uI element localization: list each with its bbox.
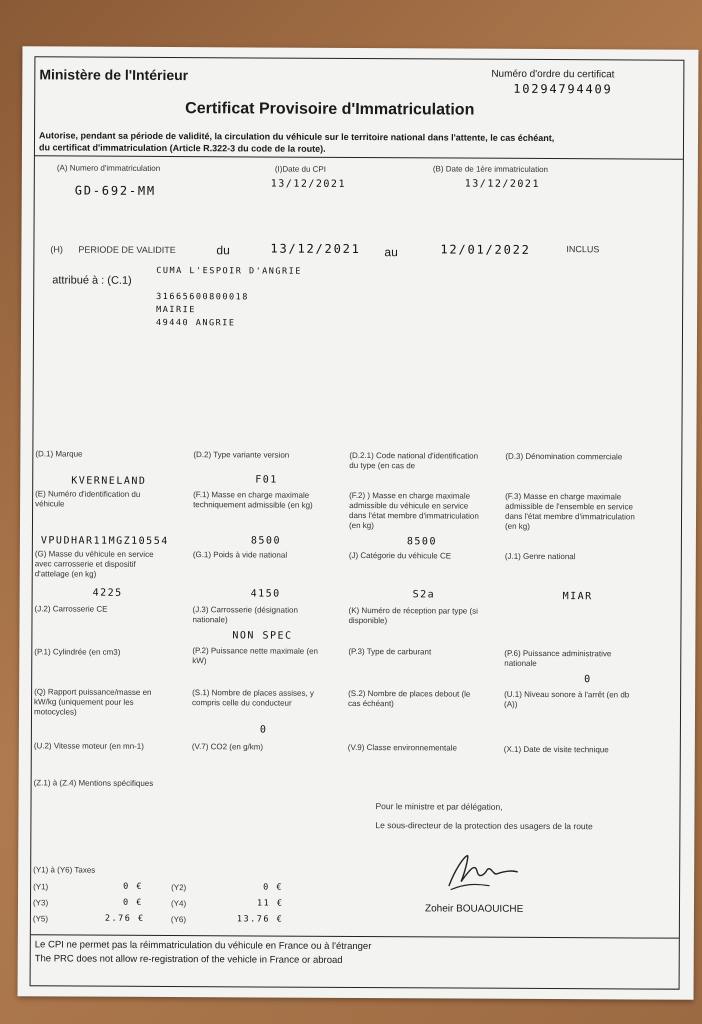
- taxes-title: (Y1) à (Y6) Taxes: [33, 865, 96, 875]
- s1-label-2: compris celle du conducteur: [192, 698, 292, 708]
- g-label-2: avec carrosserie et dispositif: [34, 559, 136, 569]
- d2-label: (D.2) Type variante version: [193, 450, 290, 460]
- d21-label-1: (D.2.1) Code national d'identification: [349, 450, 479, 461]
- intro-line-1: Autorise, pendant sa période de validité, la circulation du véhicule sur le territoire national dans l'attente, le cas échéant,: [38, 130, 555, 144]
- u1-label-2: (A)): [504, 699, 518, 709]
- j1-label: (J.1) Genre national: [504, 551, 576, 562]
- tax-y5-value: 2.76 €: [104, 913, 145, 924]
- p6-label-2: nationale: [504, 658, 537, 668]
- j3-value: NON SPEC: [232, 630, 293, 642]
- footer-line-2: The PRC does not allow re-registration of the vehicle in France or abroad: [34, 953, 343, 966]
- g-label-3: d'attelage (en kg): [34, 569, 97, 579]
- tax-y2-value: 0 €: [263, 882, 283, 893]
- validity-period-label: PERIODE DE VALIDITE: [78, 244, 176, 256]
- g-label-1: (G) Masse du véhicule en service: [34, 549, 154, 559]
- x1-label: (X.1) Date de visite technique: [503, 744, 609, 755]
- signature-line-1: Pour le ministre et par délégation,: [375, 801, 503, 812]
- signature-line-2: Le sous-directeur de la protection des usagers de la route: [375, 820, 593, 832]
- f3-label-2: admissible de l'ensemble en service: [505, 501, 633, 512]
- f2-label-2: admissible du véhicule en service: [349, 500, 469, 511]
- s1-label-1: (S.1) Nombre de places assises, y: [192, 688, 314, 698]
- tax-y5-label: (Y5): [32, 914, 49, 924]
- v9-label: (V.9) Classe environnementale: [347, 742, 457, 753]
- p6-label-1: (P.6) Puissance administrative: [504, 648, 612, 659]
- j3-label-1: (J.3) Carrosserie (désignation: [192, 605, 298, 615]
- validity-from-date: 13/12/2021: [270, 241, 361, 257]
- p2-label-2: kW): [192, 656, 207, 666]
- p1-label: (P.1) Cylindrée (en cm3): [34, 647, 121, 657]
- f2-label-4: (en kg): [348, 520, 374, 531]
- order-number: 10294794409: [513, 81, 613, 97]
- d3-label: (D.3) Dénomination commerciale: [505, 451, 623, 462]
- tax-y1-label: (Y1): [33, 882, 49, 892]
- q-label-2: kW/kg (uniquement pour les: [34, 697, 134, 707]
- d1-value: KVERNELAND: [71, 475, 147, 487]
- registration-number-label: (A) Numero d'immatriculation: [56, 163, 161, 173]
- k-label-2: disponible): [348, 615, 388, 626]
- f3-label-3: dans l'état membre d'immatriculation: [505, 511, 635, 522]
- tax-y3-label: (Y3): [32, 898, 49, 908]
- f3-label-4: (en kg): [504, 521, 530, 531]
- order-number-label: Numéro d'ordre du certificat: [491, 68, 615, 81]
- q-label-3: motocycles): [33, 707, 77, 717]
- cpi-date: 13/12/2021: [270, 178, 347, 190]
- holder-address-1: MAIRIE: [156, 304, 196, 316]
- p3-label: (P.3) Type de carburant: [348, 646, 432, 657]
- first-registration-label: (B) Date de 1ère immatriculation: [432, 164, 549, 174]
- holder-siret: 31665600800018: [156, 291, 249, 303]
- handwritten-signature: [441, 849, 521, 894]
- tax-y1-value: 0 €: [123, 881, 143, 892]
- tax-y4-value: 11 €: [256, 898, 284, 909]
- d21-label-2: du type (en cas de: [349, 460, 416, 471]
- e-value-vin: VPUDHAR11MGZ10554: [40, 535, 169, 548]
- d2-value: F01: [255, 474, 278, 486]
- tax-y3-value: 0 €: [122, 897, 143, 908]
- validity-to-date: 12/01/2022: [440, 242, 531, 257]
- z-label: (Z.1) à (Z.4) Mentions spécifiques: [33, 778, 154, 788]
- f2-value: 8500: [406, 536, 438, 548]
- g1-value: 4150: [250, 588, 281, 600]
- s2-label-2: cas échéant): [348, 698, 394, 709]
- validity-h-label: (H): [50, 244, 63, 255]
- tax-y4-label: (Y4): [170, 899, 187, 909]
- holder-label: attribué à : (C.1): [52, 274, 132, 287]
- signatory-name: Zoheir BOUAOUICHE: [424, 903, 524, 915]
- registration-number: GD-692-MM: [74, 183, 157, 198]
- intro-line-2: du certificat d'immatriculation (Article R.322-3 du code de la route).: [38, 142, 326, 154]
- footer-divider: [31, 934, 679, 938]
- q-label-1: (Q) Rapport puissance/masse en: [34, 687, 152, 697]
- g-value: 4225: [92, 587, 123, 599]
- s2-label-1: (S.2) Nombre de places debout (le: [348, 688, 471, 699]
- certificate-frame: [30, 56, 685, 989]
- document-title: Certificat Provisoire d'Immatriculation: [185, 100, 475, 119]
- validity-au: au: [384, 245, 398, 260]
- e-label-1: (E) Numéro d'identification du: [35, 489, 141, 499]
- d1-label: (D.1) Marque: [35, 449, 83, 459]
- f1-label-1: (F.1) Masse en charge maximale: [193, 490, 310, 500]
- holder-address-2: 49440 ANGRIE: [156, 317, 236, 329]
- v7-label: (V.7) CO2 (en g/km): [191, 742, 264, 752]
- g1-label: (G.1) Poids à vide national: [192, 550, 288, 560]
- j1-value: MIAR: [562, 591, 593, 603]
- f2-label-3: dans l'état membre d'immatriculation: [349, 510, 479, 521]
- f1-value: 8500: [250, 535, 282, 547]
- e-label-2: véhicule: [35, 499, 65, 509]
- j-label: (J) Catégorie du véhicule CE: [348, 550, 452, 561]
- cpi-date-label: (I)Date du CPI: [274, 164, 327, 174]
- u2-label: (U.2) Vitesse moteur (en mn-1): [33, 741, 144, 751]
- k-label-1: (K) Numéro de réception par type (si: [348, 605, 478, 616]
- j2-label: (J.2) Carrosserie CE: [34, 604, 108, 614]
- validity-inclus: INCLUS: [566, 244, 600, 255]
- certificate-paper: [18, 46, 699, 1000]
- j-value: S2a: [412, 589, 436, 601]
- ministry-title: Ministère de l'Intérieur: [39, 66, 189, 84]
- first-registration-date: 13/12/2021: [464, 178, 541, 190]
- p2-label-1: (P.2) Puissance nette maximale (en: [192, 646, 319, 656]
- f3-label-1: (F.3) Masse en charge maximale: [505, 491, 622, 502]
- footer-line-1: Le CPI ne permet pas la réimmatriculation du véhicule en France ou à l'étranger: [34, 939, 372, 953]
- validity-du: du: [216, 243, 230, 258]
- p6-value: 0: [584, 674, 592, 686]
- f1-label-2: techniquement admissible (en kg): [193, 500, 313, 510]
- s1-value: 0: [259, 724, 268, 736]
- tax-y2-label: (Y2): [171, 883, 187, 893]
- holder-name: CUMA L'ESPOIR D'ANGRIE: [156, 265, 302, 277]
- u1-label-1: (U.1) Niveau sonore à l'arrêt (en db: [504, 689, 630, 700]
- j3-label-2: nationale): [192, 615, 228, 625]
- tax-y6-value: 13.76 €: [236, 914, 284, 925]
- f2-label-1: (F.2) ) Masse en charge maximale: [349, 490, 471, 501]
- tax-y6-label: (Y6): [170, 915, 187, 925]
